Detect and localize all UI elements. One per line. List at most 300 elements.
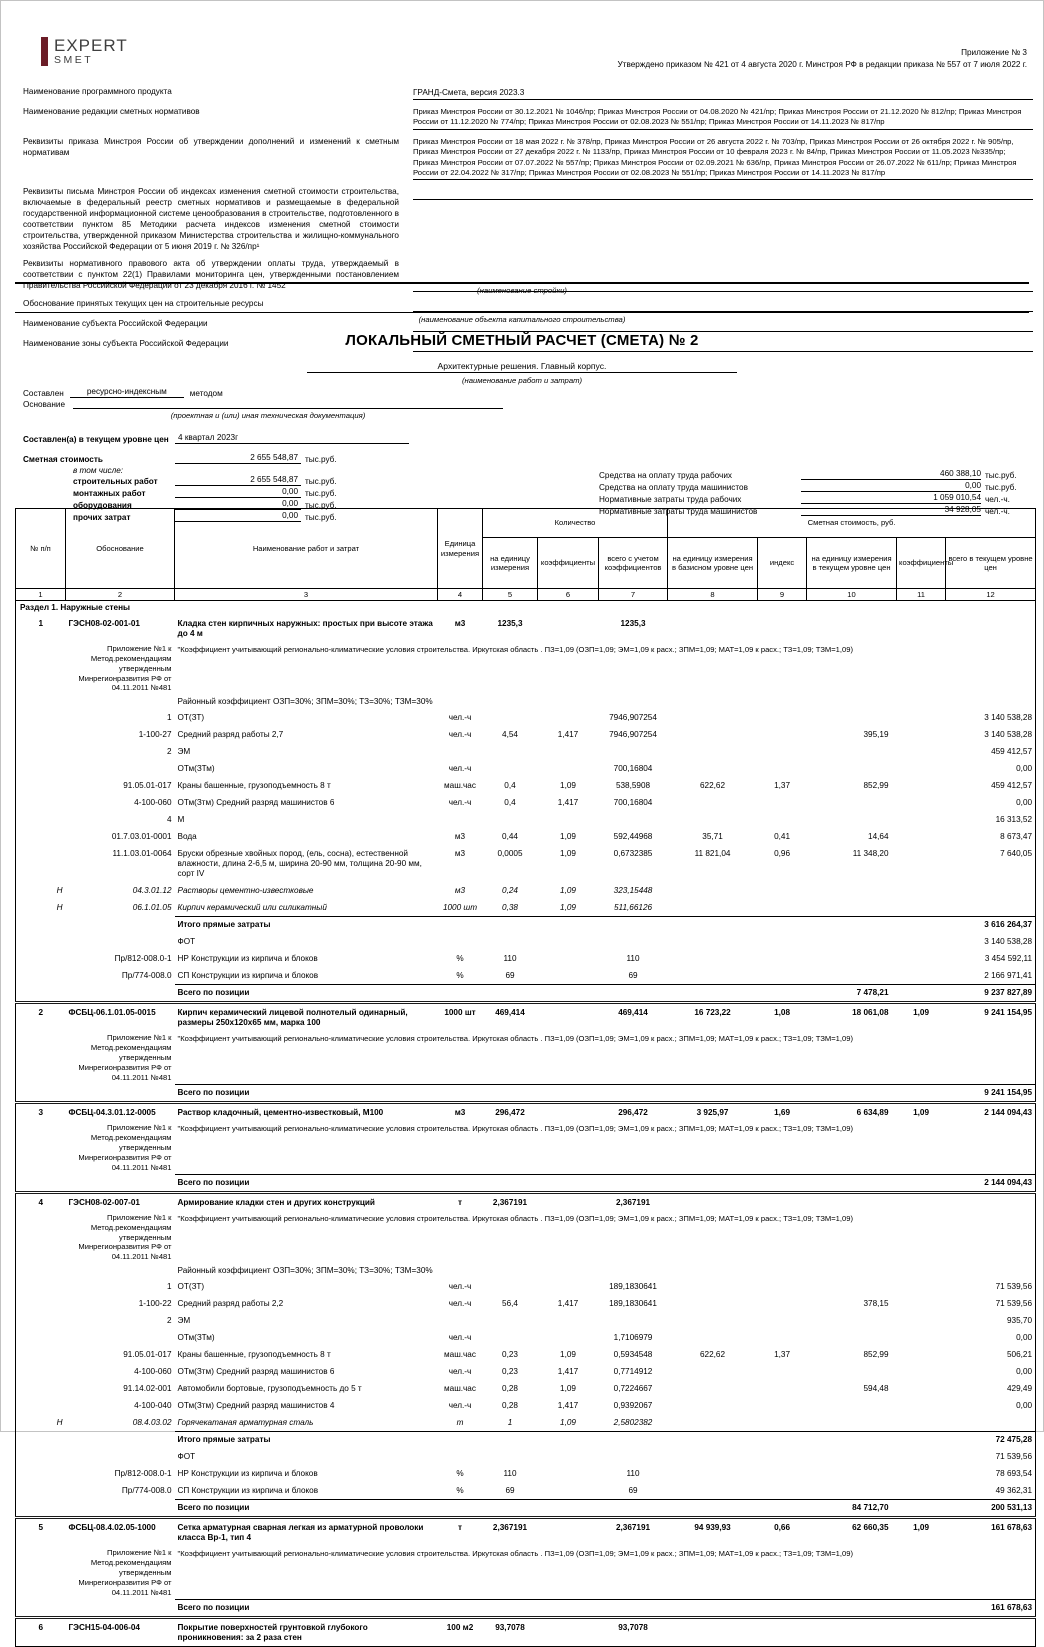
- cell-col11: [897, 933, 946, 950]
- cell-col11: [897, 1278, 946, 1295]
- cell-col6: 1,417: [557, 1400, 579, 1410]
- cell-col8: [668, 794, 758, 811]
- cost-row-label: прочих затрат: [73, 513, 131, 522]
- cell-col1: 3: [38, 1108, 44, 1118]
- cell-col7: 700,16804: [613, 797, 653, 807]
- cell-col10: [807, 917, 897, 934]
- cell-col5: 69: [505, 1485, 515, 1495]
- cell-col6: 1,417: [557, 1366, 579, 1376]
- cell-col4: чел.-ч: [448, 797, 472, 807]
- cell-col6: [538, 1599, 599, 1617]
- cell-col10: [807, 1397, 897, 1414]
- cell-col4: т: [457, 1523, 462, 1533]
- cell-col7: 0,5934548: [613, 1349, 653, 1359]
- cost-row-label: строительных работ: [73, 477, 158, 486]
- cell-col1: [16, 1295, 66, 1312]
- col-number: 3: [175, 589, 438, 601]
- cell-col8: [668, 615, 758, 642]
- works-caption: (наименование работ и затрат): [461, 376, 583, 385]
- row-resi: [16, 1414, 1036, 1432]
- cell-col2: 06.1.01.05: [132, 902, 172, 912]
- cell-col10: 594,48: [863, 1383, 889, 1393]
- cell-col6: 1,09: [560, 831, 576, 841]
- cell-col2: 04.3.01.12: [132, 885, 172, 895]
- divider-line: [15, 282, 1029, 284]
- col-header-qty-coef: коэффициенты: [538, 538, 599, 589]
- cell-col4: [438, 743, 483, 760]
- cell-col1: [16, 1363, 66, 1380]
- cell-col11: [897, 760, 946, 777]
- funds-row: [599, 481, 1035, 492]
- cell-col8: [668, 1380, 758, 1397]
- cell-col8: [668, 1363, 758, 1380]
- col-number: 5: [483, 589, 538, 601]
- cell-col11: [897, 1329, 946, 1346]
- method-line: [23, 387, 503, 398]
- cell-col5: 56,4: [502, 1298, 518, 1308]
- cell-col7: [599, 1448, 668, 1465]
- cell-col4: маш.час: [444, 780, 476, 790]
- cell-col12: 161 678,63: [991, 1523, 1033, 1533]
- cell-col1: [16, 1482, 66, 1500]
- cell-col11: [897, 1448, 946, 1465]
- cell-col3: ФОТ: [177, 936, 196, 946]
- cell-col7: 538,5908: [615, 780, 651, 790]
- cell-col3: ФОТ: [177, 1451, 196, 1461]
- funds-row-label: Средства на оплату труда рабочих: [599, 471, 732, 480]
- cell-col9: 0,96: [774, 848, 790, 858]
- cell-col1: [16, 794, 66, 811]
- cell-col6: 1,09: [560, 1349, 576, 1359]
- cell-col10: 18 061,08: [852, 1008, 889, 1018]
- cell-col3: СП Конструкции из кирпича и блоков: [177, 970, 319, 980]
- cell-col5: [483, 933, 538, 950]
- cell-col6: 1,09: [560, 848, 576, 858]
- cell-col4: чел.-ч: [448, 763, 472, 773]
- cost-row-label: монтажных работ: [73, 489, 146, 498]
- funds-row-unit: тыс.руб.: [985, 471, 1017, 480]
- cost-row-value: 0,00: [175, 511, 301, 522]
- cell-col7: 7946,907254: [609, 729, 657, 739]
- cell-col8: [668, 1599, 758, 1617]
- cell-col3: НР Конструкции из кирпича и блоков: [177, 953, 318, 963]
- table-body: [16, 601, 1036, 1647]
- cell-col1: [16, 811, 66, 828]
- cell-col1: [16, 1329, 66, 1346]
- cell-col3: ОТм(ЗТм): [177, 763, 215, 773]
- cell-col8: 622,62: [700, 1349, 726, 1359]
- cell-col1: 2: [38, 1008, 44, 1018]
- cell-col4: м3: [454, 831, 466, 841]
- cell-col9: [758, 1363, 807, 1380]
- cell-col2: [66, 1500, 175, 1518]
- row-res: [16, 709, 1036, 726]
- row-coef: [16, 1264, 1036, 1278]
- cell-col12: 78 693,54: [995, 1468, 1033, 1478]
- cell-col1: [16, 1599, 66, 1617]
- cell-col10: [807, 1329, 897, 1346]
- method-value: ресурсно-индексным: [70, 387, 184, 398]
- cell-col11: [897, 917, 946, 934]
- col-header-current-price: на единицу измерения в текущем уровне цен: [807, 538, 897, 589]
- cell-col1: Н: [56, 885, 63, 895]
- cell-col1: [16, 828, 66, 845]
- cell-col7: 69: [628, 970, 638, 980]
- cell-col6: [538, 1103, 599, 1122]
- cell-col4: маш.час: [444, 1349, 476, 1359]
- cell-col12: 0,00: [1016, 1366, 1033, 1376]
- cell-col4: чел.-ч: [448, 712, 472, 722]
- cell-col9: [758, 1482, 807, 1500]
- cell-col8: [668, 1414, 758, 1432]
- cell-col10: 7 478,21: [807, 985, 897, 1003]
- cell-col2: 4: [166, 814, 172, 824]
- cell-col4: 100 м2: [446, 1622, 474, 1632]
- cell-col10: [807, 1085, 897, 1103]
- cell-col4: [438, 933, 483, 950]
- col-number: 12: [946, 589, 1036, 601]
- method-suffix: методом: [189, 389, 223, 398]
- cell-col8: [668, 1329, 758, 1346]
- cell-col3: Растворы цементно-известковые: [177, 885, 314, 895]
- cell-col7: [599, 1085, 668, 1103]
- cell-col7: [599, 1174, 668, 1192]
- cell-col10: [807, 1192, 897, 1211]
- cell-col8: [668, 1482, 758, 1500]
- cell-col9: 1,08: [774, 1008, 790, 1018]
- row-section: [16, 601, 1036, 616]
- row-note: [16, 1121, 1036, 1174]
- cell-col8: [668, 1465, 758, 1482]
- cell-col9: [758, 743, 807, 760]
- cell-col11: [897, 1397, 946, 1414]
- cell-col7: 2,367191: [615, 1197, 651, 1207]
- row-res: [16, 1278, 1036, 1295]
- cell-col4: [438, 1448, 483, 1465]
- cell-col10: 84 712,70: [807, 1500, 897, 1518]
- cell-col12: 200 531,13: [946, 1500, 1036, 1518]
- cell-col10: [807, 1465, 897, 1482]
- cell-col10: 852,99: [863, 780, 889, 790]
- col-header-cost-coef: коэффициенты: [897, 538, 946, 589]
- section-title: Раздел 1. Наружные стены: [20, 603, 131, 612]
- cell-col6: [538, 1174, 599, 1192]
- row-res: [16, 1346, 1036, 1363]
- cell-col3: Горячекатаная арматурная сталь: [177, 1417, 314, 1427]
- cell-col12: [946, 1414, 1036, 1432]
- cell-col2: 2: [166, 746, 172, 756]
- cell-col2: ГЭСН08-02-007-01: [68, 1197, 140, 1207]
- cell-col12: 3 454 592,11: [984, 953, 1033, 963]
- cell-col8: [668, 1278, 758, 1295]
- cell-col6: 1,09: [560, 1417, 576, 1427]
- cell-col9: [758, 794, 807, 811]
- cell-col11: [897, 709, 946, 726]
- meta-label: Обоснование принятых текущих цен на строительные ресурсы: [23, 298, 264, 308]
- cell-col9: [758, 899, 807, 917]
- cell-col12: 2 166 971,41: [984, 970, 1033, 980]
- cell-col10: [807, 1278, 897, 1295]
- group-header-quantity: Количество: [483, 509, 668, 538]
- col-number: 6: [538, 589, 599, 601]
- cell-col3: Краны башенные, грузоподъемность 8 т: [177, 780, 331, 790]
- cell-col2: 1-100-22: [138, 1298, 172, 1308]
- cell-col3: Бруски обрезные хвойных пород, (ель, сосна), естественной влажности, длина 2-6,5 м, ширина 20-90 мм, толщина 20-90 мм, сорт IV: [177, 848, 422, 878]
- cell-col9: [758, 917, 807, 934]
- row-fot: [16, 1448, 1036, 1465]
- row-totpos: [16, 985, 1036, 1003]
- subtitle-wrap: [15, 356, 1029, 374]
- funds-row-value: 34 928,05: [801, 505, 981, 516]
- cell-col1: [16, 985, 66, 1003]
- cell-col6: [538, 709, 599, 726]
- cell-col12: 9 241 154,95: [984, 1008, 1033, 1018]
- cell-col2: 4-100-060: [134, 797, 172, 807]
- cell-col12: 3 140 538,28: [984, 712, 1033, 722]
- cell-col6: [538, 1329, 599, 1346]
- logo-text-top: EXPERT: [54, 36, 128, 55]
- cell-col5: [483, 709, 538, 726]
- cell-col2: [66, 933, 175, 950]
- cell-col3: Кладка стен кирпичных наружных: простых при высоте этажа до 4 м: [177, 619, 433, 638]
- cell-col8: [668, 1617, 758, 1646]
- cell-col1: 6: [38, 1622, 44, 1632]
- cell-col6: [538, 760, 599, 777]
- cell-col8: [668, 743, 758, 760]
- cost-row-value: 2 655 548,87: [175, 475, 301, 486]
- cell-col3: Итого прямые затраты: [175, 917, 438, 934]
- cell-col9: 1,37: [774, 1349, 790, 1359]
- cell-col5: 0,44: [502, 831, 518, 841]
- made-label: Составлен: [23, 389, 64, 398]
- cell-col12: 71 539,56: [995, 1451, 1033, 1461]
- cell-col5: [483, 1174, 538, 1192]
- cell-col5: 1: [507, 1417, 513, 1427]
- cell-col2: 01.7.03.01-0001: [111, 831, 172, 841]
- cell-col4: м3: [454, 1108, 466, 1118]
- cell-col12: 8 673,47: [1000, 831, 1033, 841]
- cell-col7: 700,16804: [613, 763, 653, 773]
- cell-col11: [897, 1482, 946, 1500]
- cell-col1: [16, 967, 66, 985]
- cell-col5: [483, 1278, 538, 1295]
- note-text: "Коэффициент учитывающий регионально-климатические условия строительства. Иркутская область . ПЗ=1,09 (ОЗП=1,09; ЭМ=1,09 к расх.; ЗПМ=1,09; МАТ=1,09 к расх.; ТЗ=1,09; ТЗМ=1,09): [177, 1034, 853, 1044]
- cell-col5: [483, 1329, 538, 1346]
- cell-col3: Всего по позиции: [175, 985, 438, 1003]
- cell-col2: Пр/812-008.0-1: [114, 1468, 172, 1478]
- cell-col8: [668, 1174, 758, 1192]
- cell-col5: 0,38: [502, 902, 518, 912]
- cell-col1: [16, 760, 66, 777]
- cell-col7: 1235,3: [620, 619, 646, 628]
- cell-col11: [897, 882, 946, 899]
- including-label: в том числе:: [73, 466, 124, 475]
- cell-col2: ГЭСН08-02-001-01: [68, 619, 140, 628]
- cell-empty: [16, 1211, 66, 1264]
- cell-col4: [438, 985, 483, 1003]
- cell-col7: 93,7078: [618, 1622, 648, 1632]
- cell-col11: [897, 743, 946, 760]
- cell-col7: 2,5802382: [613, 1417, 653, 1427]
- cell-col5: 469,414: [495, 1008, 525, 1018]
- basis-underline: [73, 407, 503, 409]
- cell-col7: [599, 1432, 668, 1449]
- cell-col1: [16, 917, 66, 934]
- cost-row-value: 0,00: [175, 487, 301, 498]
- cell-col7: [599, 743, 668, 760]
- cell-col2: Пр/774-008.0: [121, 1485, 172, 1495]
- object-title-block: [15, 282, 1029, 385]
- cell-col10: [807, 1363, 897, 1380]
- cell-col12: 3 616 264,37: [946, 917, 1036, 934]
- cell-col2: 11.1.03.01-0064: [112, 848, 172, 858]
- cell-col12: [946, 899, 1036, 917]
- cell-col10: [807, 1414, 897, 1432]
- cell-col2: [66, 1085, 175, 1103]
- cell-col3: НР Конструкции из кирпича и блоков: [177, 1468, 318, 1478]
- cell-col3: ОТм(ЗТм): [177, 1332, 215, 1342]
- cell-col3: Автомобили бортовые, грузоподъемность до 5 т: [177, 1383, 362, 1393]
- cell-col4: чел.-ч: [448, 1366, 472, 1376]
- cell-col6: 1,09: [560, 885, 576, 895]
- cell-col8: [668, 950, 758, 967]
- cell-col11: 1,09: [913, 1008, 929, 1018]
- cell-col2: [66, 917, 175, 934]
- cell-col4: [438, 1599, 483, 1617]
- cell-col8: 3 925,97: [696, 1108, 729, 1118]
- cell-col2: ФСБЦ-06.1.01.05-0015: [68, 1008, 156, 1018]
- cell-col12: 72 475,28: [946, 1432, 1036, 1449]
- meta-label: Реквизиты нормативного правового акта об утверждении оплаты труда, утверждаемый в соответствии с пунктом 22(1) Правилами мониторинга цен, утвержденными постановлением Правительства Российской Федерации от 23 декабря 2016 г. № 1452: [23, 259, 399, 291]
- cell-col4: 1000 шт: [442, 902, 478, 912]
- cell-col2: [66, 760, 175, 777]
- cell-col2: Пр/774-008.0: [121, 970, 172, 980]
- cell-col6: [538, 985, 599, 1003]
- cell-col9: [758, 1278, 807, 1295]
- cell-col11: [897, 1414, 946, 1432]
- cell-col12: 9 241 154,95: [946, 1085, 1036, 1103]
- cell-col3: Кирпич керамический или силикатный: [177, 902, 327, 912]
- cell-col11: [897, 1295, 946, 1312]
- cell-col7: 592,44968: [613, 831, 653, 841]
- cell-col6: [538, 1085, 599, 1103]
- row-res: [16, 1397, 1036, 1414]
- cell-col1: [16, 1085, 66, 1103]
- cell-col9: [758, 1414, 807, 1432]
- cell-col1: Н: [56, 902, 63, 912]
- cell-col7: [599, 1500, 668, 1518]
- row-resi: [16, 899, 1036, 917]
- cell-col12: 3 140 538,28: [984, 936, 1033, 946]
- cell-col10: [807, 1432, 897, 1449]
- cell-col7: 296,472: [618, 1108, 648, 1118]
- cell-col12: 0,00: [1016, 1400, 1033, 1410]
- cell-col3: Средний разряд работы 2,7: [177, 729, 284, 739]
- row-res: [16, 1380, 1036, 1397]
- row-item: [16, 1192, 1036, 1211]
- funds-row-label: Нормативные затраты труда машинистов: [599, 507, 758, 516]
- cell-col6: [538, 811, 599, 828]
- cell-col9: 0,41: [774, 831, 790, 841]
- note-basis: Приложение №1 к Метод.рекомендациям утвержденным Минрегионразвития РФ от 04.11.2011 №481: [78, 1033, 172, 1082]
- col-number: 2: [66, 589, 175, 601]
- cell-col7: 0,7714912: [613, 1366, 653, 1376]
- cell-col9: [758, 933, 807, 950]
- cell-col11: [897, 1380, 946, 1397]
- cell-col1: [16, 1397, 66, 1414]
- cell-col6: [538, 615, 599, 642]
- cell-col5: [483, 1312, 538, 1329]
- cell-col6: 1,417: [557, 797, 579, 807]
- cell-col3: Сетка арматурная сварная легкая из арматурной проволоки класса Вр-1, тип 4: [177, 1523, 424, 1543]
- cell-col7: [599, 811, 668, 828]
- cell-col5: [483, 1085, 538, 1103]
- cell-col5: [483, 743, 538, 760]
- cell-col8: [668, 1432, 758, 1449]
- cell-col9: [758, 811, 807, 828]
- cell-col12: 9 237 827,89: [946, 985, 1036, 1003]
- cell-col8: [668, 1192, 758, 1211]
- note-basis: Приложение №1 к Метод.рекомендациям утвержденным Минрегионразвития РФ от 04.11.2011 №481: [78, 644, 172, 693]
- cell-col7: 2,367191: [615, 1523, 651, 1533]
- row-res: [16, 845, 1036, 882]
- cell-col1: [16, 1500, 66, 1518]
- header-row-numbers: [16, 589, 1036, 601]
- cell-col11: [897, 950, 946, 967]
- basis-caption: (проектная и (или) иная техническая документация): [170, 411, 366, 420]
- cell-col4: чел.-ч: [448, 1281, 472, 1291]
- cell-col10: 14,64: [868, 831, 889, 841]
- cell-col1: [16, 1448, 66, 1465]
- col-header-unit: Единица измерения: [438, 509, 483, 589]
- cell-col11: [897, 899, 946, 917]
- cell-col11: [897, 1192, 946, 1211]
- cell-col3: СП Конструкции из кирпича и блоков: [177, 1485, 319, 1495]
- cell-col4: чел.-ч: [448, 729, 472, 739]
- cell-col11: [897, 811, 946, 828]
- cell-col9: [758, 1500, 807, 1518]
- cost-row-unit: тыс.руб.: [305, 489, 337, 498]
- cell-col8: 622,62: [700, 780, 726, 790]
- cell-col4: %: [456, 953, 464, 963]
- note-basis: Приложение №1 к Метод.рекомендациям утвержденным Минрегионразвития РФ от 04.11.2011 №481: [78, 1212, 172, 1262]
- cell-col5: 0,28: [502, 1383, 518, 1393]
- meta-value: Приказ Минстроя России от 30.12.2021 № 1046/пр; Приказ Минстроя России от 04.08.2020 № 421/пр; Приказ Минстроя России от 21.12.2020 № 812/пр; Приказ Минстроя России от 11.12.2020 № 774/пр; Приказ Минстроя России от 02.08.2023 № 551/пр; Приказ Минстроя России от 14.11.2023 № 817/пр: [413, 107, 1033, 130]
- cell-empty: [16, 1121, 66, 1174]
- cell-col11: [897, 1312, 946, 1329]
- row-item: [16, 615, 1036, 642]
- cell-col5: 0,23: [502, 1349, 518, 1359]
- row-res: [16, 777, 1036, 794]
- row-res: [16, 1363, 1036, 1380]
- cell-col10: 6 634,89: [856, 1108, 889, 1118]
- cell-col9: 1,37: [774, 780, 790, 790]
- cell-col5: 1235,3: [497, 619, 523, 628]
- cell-col7: 69: [628, 1485, 638, 1495]
- cell-col2: 91.05.01-017: [123, 1349, 172, 1359]
- cell-empty: [16, 1546, 66, 1599]
- cell-col4: чел.-ч: [448, 1400, 472, 1410]
- cell-col5: 2,367191: [492, 1197, 528, 1207]
- cell-col4: [438, 1312, 483, 1329]
- col-number: 1: [16, 589, 66, 601]
- cell-col3: Итого прямые затраты: [175, 1432, 438, 1449]
- cost-row-unit: тыс.руб.: [305, 501, 337, 510]
- cell-col5: 2,367191: [492, 1523, 528, 1533]
- row-item: [16, 1518, 1036, 1547]
- cell-col6: [538, 917, 599, 934]
- cell-col3: ЭМ: [177, 746, 191, 756]
